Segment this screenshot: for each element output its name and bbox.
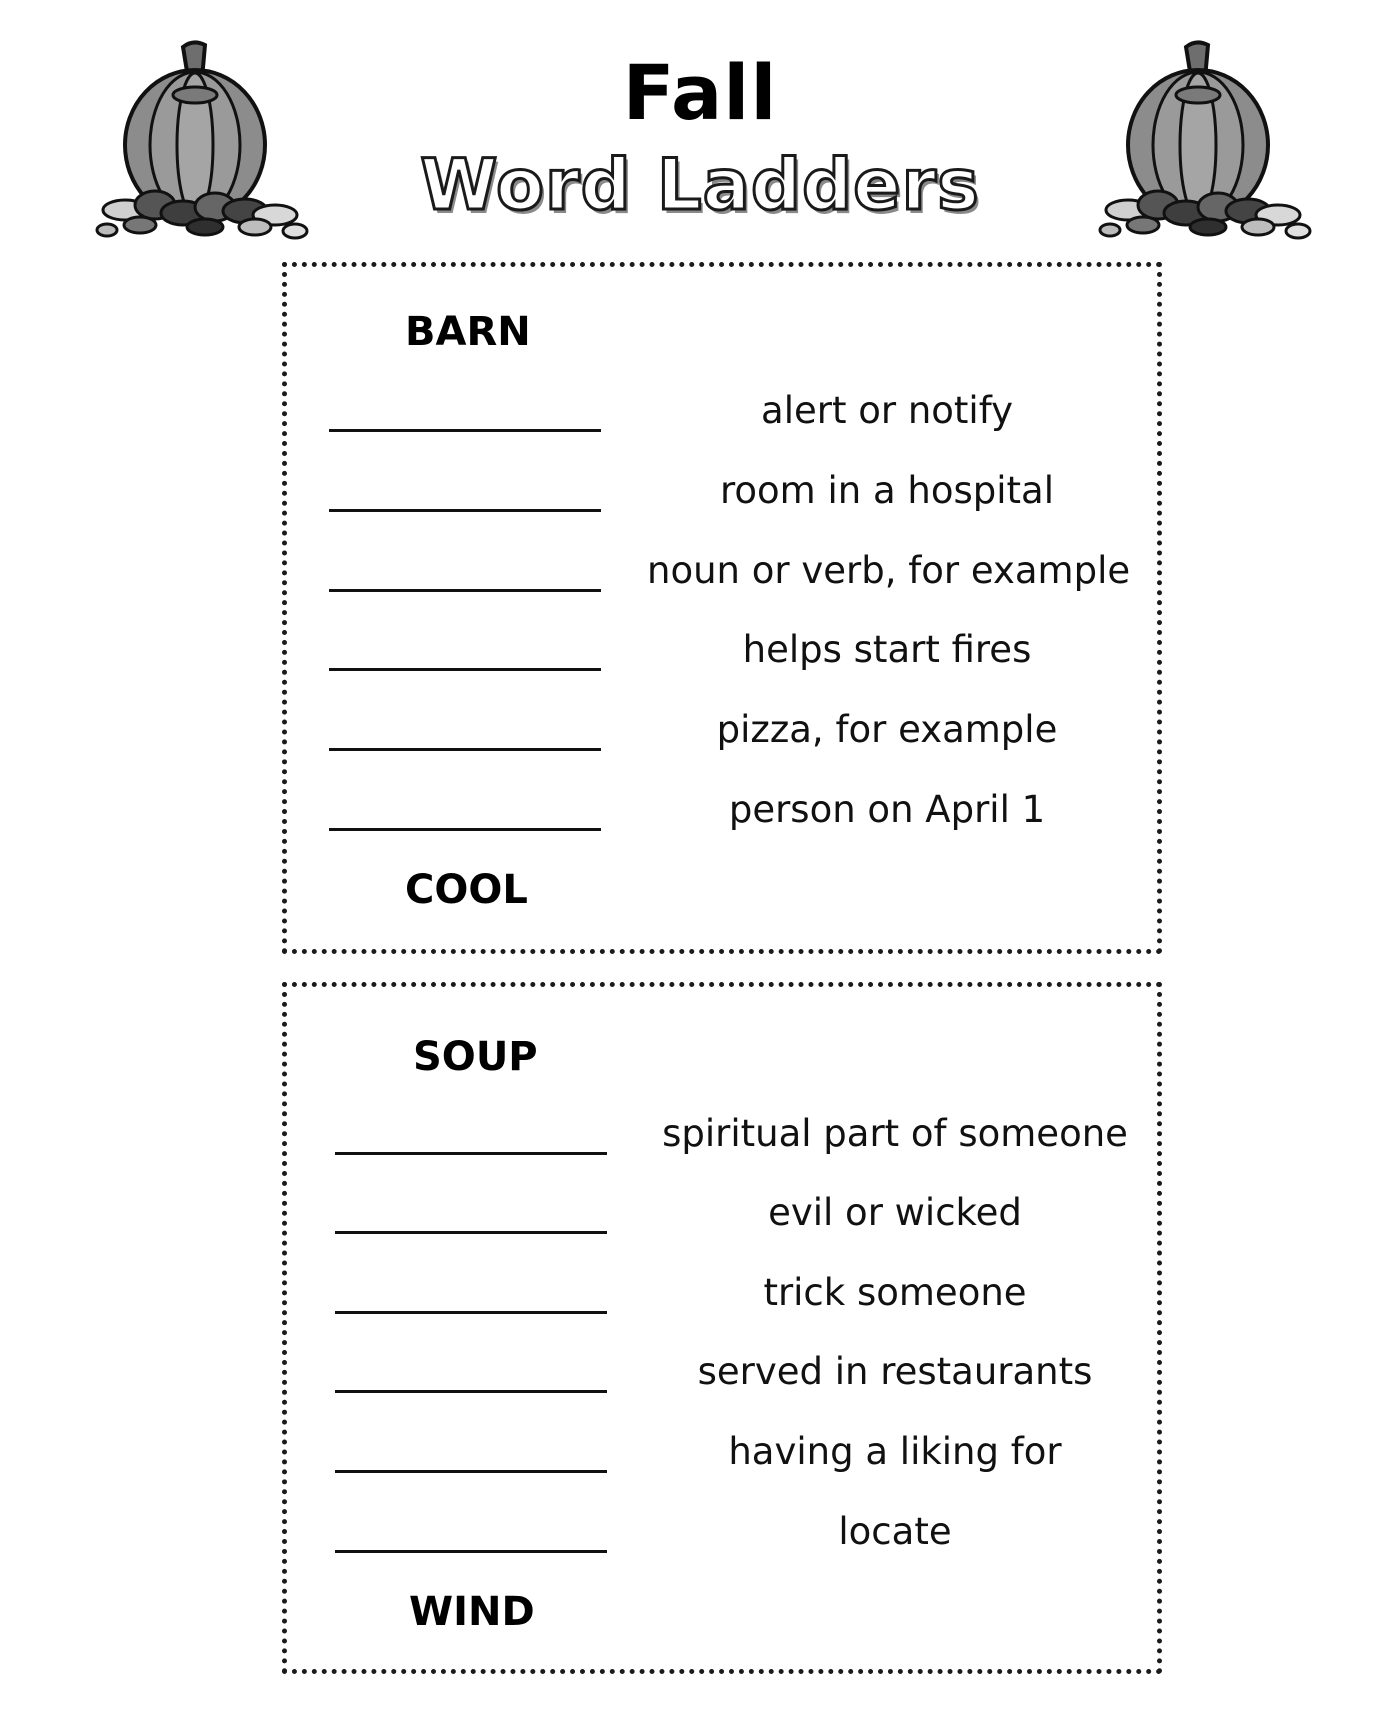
ladder-rung — [287, 1350, 1157, 1410]
page-subtitle: Word Ladders — [420, 144, 980, 226]
clue-text: having a liking for — [728, 1430, 1062, 1473]
page-title: Fall — [622, 48, 778, 137]
ladder-rung — [287, 1112, 1157, 1172]
word-ladder-box — [282, 262, 1162, 954]
clue-text: evil or wicked — [768, 1191, 1022, 1234]
ladder-start-word: SOUP — [413, 1034, 538, 1080]
clue-text: pizza, for example — [716, 708, 1058, 751]
clue-text: helps start fires — [742, 628, 1032, 671]
clue-text: alert or notify — [761, 389, 1013, 432]
ladder-rung — [287, 1510, 1157, 1570]
ladder-start-word: BARN — [405, 309, 531, 355]
answer-blank[interactable] — [335, 1311, 607, 1314]
ladder-rung — [287, 549, 1157, 609]
ladder-rung — [287, 1271, 1157, 1331]
clue-text: trick someone — [763, 1271, 1027, 1314]
ladder-rung — [287, 628, 1157, 688]
ladder-rung — [287, 389, 1157, 449]
answer-blank[interactable] — [329, 828, 601, 831]
clue-text: locate — [838, 1510, 952, 1553]
word-ladder-box — [282, 982, 1162, 1674]
answer-blank[interactable] — [329, 429, 601, 432]
clue-text: person on April 1 — [728, 788, 1046, 831]
clue-text: served in restaurants — [697, 1350, 1093, 1393]
ladder-rung — [287, 708, 1157, 768]
answer-blank[interactable] — [335, 1470, 607, 1473]
answer-blank[interactable] — [329, 589, 601, 592]
ladder-rung — [287, 469, 1157, 529]
clue-text: room in a hospital — [720, 469, 1054, 512]
answer-blank[interactable] — [335, 1390, 607, 1393]
ladder-end-word: COOL — [405, 867, 528, 913]
answer-blank[interactable] — [335, 1152, 607, 1155]
ladder-end-word: WIND — [409, 1589, 535, 1635]
ladder-rung — [287, 788, 1157, 848]
answer-blank[interactable] — [329, 668, 601, 671]
ladder-rung — [287, 1191, 1157, 1251]
answer-blank[interactable] — [335, 1231, 607, 1234]
ladder-rung — [287, 1430, 1157, 1490]
answer-blank[interactable] — [335, 1550, 607, 1553]
clue-text: noun or verb, for example — [647, 549, 1131, 592]
clue-text: spiritual part of someone — [662, 1112, 1128, 1155]
answer-blank[interactable] — [329, 509, 601, 512]
answer-blank[interactable] — [329, 748, 601, 751]
